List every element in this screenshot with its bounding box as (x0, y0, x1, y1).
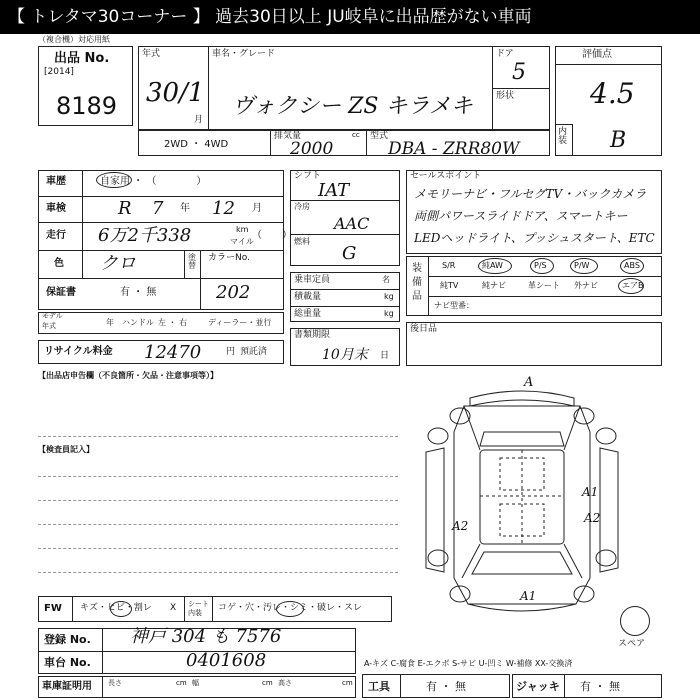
cert-width: 幅 (192, 679, 199, 687)
history-circle (96, 172, 132, 188)
displacement-value: 2000 (290, 139, 334, 159)
drive-label: 2WD ・ 4WD (164, 139, 229, 150)
model-label: 型式 (370, 131, 389, 141)
recycle-note: 預託済 (240, 347, 268, 357)
year-label: 年式 (142, 49, 161, 59)
cert-width-unit: cm (262, 679, 273, 687)
year-value: 30/1 (146, 78, 205, 108)
load-label: 積載量 (294, 292, 322, 302)
load-unit: kg (384, 292, 394, 301)
repaint-label: 塗替 (188, 253, 196, 270)
seat-items: コゲ・穴・汚レ・シミ・破レ・スレ (218, 603, 363, 613)
header-banner: 【 トレタマ30コーナー 】 過去30日以上 JU岐阜に出品歴がない車両 (0, 0, 700, 34)
model-label2: 年式 (42, 322, 56, 330)
registration-value: 神戸 304 も 7576 (130, 626, 282, 647)
model-label1: モデル (42, 312, 63, 320)
fw-label: FW (44, 603, 62, 614)
shape-label: 形状 (496, 91, 515, 101)
equip-abs: ABS (624, 261, 640, 270)
year-month-unit: 月 (194, 115, 204, 125)
chassis-label: 車台 No. (44, 656, 91, 669)
deadline-unit: 日 (380, 351, 390, 361)
equip-airbag-circle (618, 278, 644, 294)
equipment-label: 装備品 (412, 263, 422, 302)
cert-label: 車庫証明用 (42, 681, 92, 692)
dealer-label: ディーラー・並行 (208, 318, 272, 327)
color-no-label: カラーNo. (208, 253, 250, 263)
inspection-month-unit: 月 (252, 203, 262, 214)
car-name-label: 車名・グレード (212, 49, 276, 59)
damage-mark-bottom: A1 (520, 589, 537, 603)
mileage-label: 走行 (46, 230, 66, 241)
color-value: クロ (100, 253, 136, 274)
seat-label: シート内装 (188, 600, 209, 617)
damage-legend: A-キズ C-腐食 E-エクボ S-サビ U-凹ミ W-補修 XX-交換済 (364, 659, 573, 668)
sales-point-line-1: メモリーナビ・フルセグTV・バックカメラ (414, 187, 647, 201)
spare-circle (620, 606, 650, 636)
weight-label: 総重量 (294, 309, 322, 319)
aircon-label: 冷房 (294, 202, 310, 211)
equip-aw-circle (478, 258, 512, 274)
doors-label: ドア (496, 49, 514, 59)
fw-x: X (170, 603, 177, 613)
aircon-value: AAC (334, 214, 370, 233)
handle-options: 左 ・ 右 (158, 318, 188, 327)
handle-label: ハンドル (122, 318, 154, 327)
history-label: 車歴 (46, 176, 66, 187)
fw-items: キズ・ヒビ・割レ (80, 603, 152, 613)
deadline-value: 10月末 (322, 347, 368, 363)
mileage-unit-km: km (236, 225, 249, 234)
registration-label: 登録 No. (44, 633, 91, 646)
damage-mark-top: A (524, 375, 534, 390)
spare-label: スペア (618, 639, 646, 649)
cert-length: 長さ (108, 679, 122, 687)
doors-value: 5 (512, 60, 526, 85)
capacity-label: 乗車定員 (294, 275, 331, 285)
fuel-value: G (342, 243, 357, 264)
inspection-year: 7 (152, 198, 164, 219)
lot-year-tag: [2014] (44, 67, 74, 77)
mileage-paren: （ ） (252, 230, 292, 241)
cert-length-unit: cm (176, 679, 187, 687)
equip-abs-circle (620, 258, 644, 274)
equip-navi: 純ナビ (482, 281, 506, 290)
interior-value: B (610, 128, 627, 153)
car-diagram (404, 372, 640, 618)
cert-height: 高さ (278, 679, 292, 687)
inspection-era: R (118, 198, 132, 219)
sales-point-line-3: LEDヘッドライト、プッシュスタート、ETC (414, 231, 655, 245)
damage-mark-left: A2 (452, 519, 469, 533)
lot-label: 出品 No. (54, 51, 110, 66)
jack-label: ジャッキ (516, 680, 560, 693)
jack-options: 有 ・ 無 (580, 680, 620, 693)
recycle-value: 12470 (144, 342, 202, 363)
equip-ps: P/S (534, 261, 547, 270)
warranty-options: 有 ・ 無 (120, 287, 157, 298)
score-label: 評価点 (582, 49, 612, 60)
equip-ps-circle (530, 258, 554, 274)
shift-value: IAT (318, 180, 350, 201)
fuel-label: 燃料 (294, 237, 310, 246)
sales-point-line-2: 両側パワースライドドア、スマートキー (414, 209, 628, 223)
navi-model-label: ナビ型番： (434, 301, 474, 310)
tools-label: 工具 (368, 680, 390, 693)
equip-leather: 革シート (528, 281, 560, 290)
model-year-unit: 年 (106, 318, 114, 327)
sheet-label: （複合機）対応用紙 (38, 35, 110, 44)
fw-hibi-circle (110, 601, 132, 617)
inspector-notes-label: 【検査員記入】 (38, 445, 94, 454)
score-value: 4.5 (590, 77, 635, 110)
displacement-label: 排気量 (274, 131, 302, 141)
mileage-value: 6万2千338 (98, 225, 192, 246)
inspection-label: 車検 (46, 203, 66, 214)
recycle-label: リサイクル料金 (44, 346, 113, 357)
dealer-notes-label: 【出品店申告欄（不良箇所・欠品・注意事項等）】 (38, 371, 218, 380)
later-day-box (406, 322, 662, 366)
color-no-value: 202 (216, 282, 251, 303)
mileage-unit-mile: マイル (230, 237, 254, 246)
equip-pw: P/W (574, 261, 590, 270)
cert-height-unit: cm (342, 679, 353, 687)
displacement-unit: cc (352, 131, 360, 139)
capacity-unit: 名 (382, 275, 390, 284)
damage-mark-right-lower: A2 (584, 511, 601, 525)
later-day-label: 後日品 (410, 324, 438, 334)
shift-label: シフト (294, 171, 322, 181)
car-name-value: ヴォクシー ZS キラメキ (232, 94, 473, 119)
deadline-label: 書類期限 (294, 330, 331, 340)
warranty-label: 保証書 (46, 287, 76, 298)
weight-unit: kg (384, 309, 394, 318)
tools-options: 有 ・ 無 (426, 680, 466, 693)
interior-label: 内装 (558, 127, 568, 146)
lot-number: 8189 (56, 92, 118, 120)
history-options: 自家用 ・ （ ） (100, 176, 207, 187)
recycle-unit: 円 (226, 347, 236, 357)
sales-points-label: セールスポイント (410, 171, 482, 181)
model-value: DBA - ZRR80W (388, 139, 520, 159)
equip-airbag: エアB (622, 281, 644, 290)
equip-aw: 純AW (482, 261, 503, 270)
color-label: 色 (54, 258, 64, 269)
equip-pw-circle (570, 258, 598, 274)
seat-stain-circle (276, 601, 304, 617)
equip-tv: 純TV (440, 281, 459, 290)
inspection-year-unit: 年 (180, 203, 190, 214)
equip-ext-navi: 外ナビ (574, 281, 598, 290)
damage-mark-right-upper: A1 (582, 485, 599, 499)
inspection-month: 12 (212, 198, 235, 219)
chassis-value: 0401608 (186, 650, 267, 671)
equip-sr: S/R (442, 261, 456, 270)
